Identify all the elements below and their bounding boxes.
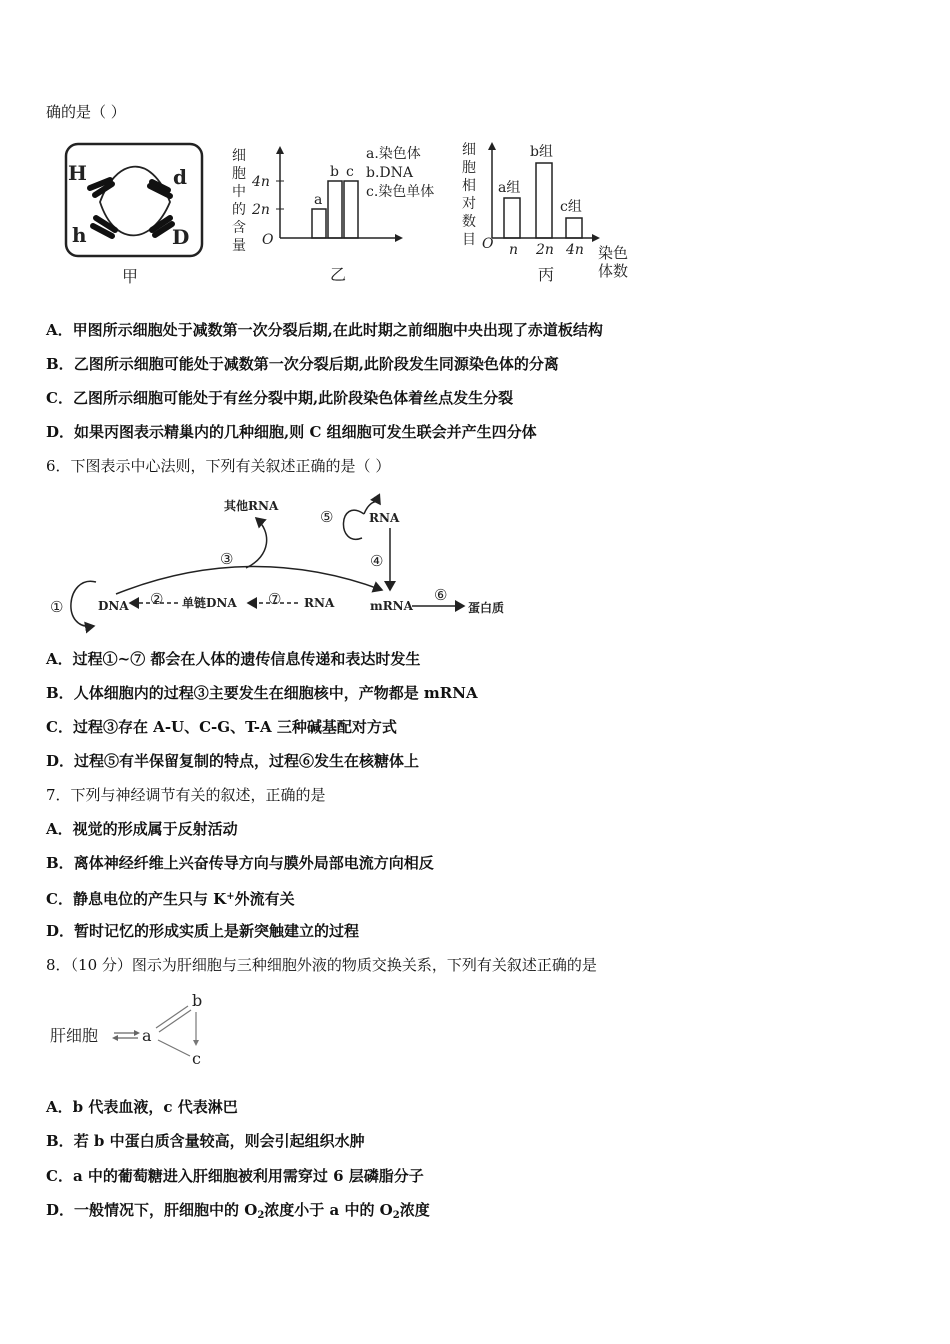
num-4: ④ (370, 552, 384, 570)
bing-xtick-2n: 2n (536, 242, 554, 258)
bing-bar-b (536, 163, 552, 238)
num-6: ⑥ (434, 586, 448, 604)
bing-xlabel-2: 体数 (598, 262, 629, 280)
yi-ylabel-char: 中 (232, 184, 246, 200)
bing-bar-a-label: a组 (498, 180, 521, 196)
q6-stem: 6．下图表示中心法则，下列有关叙述正确的是（ ） (46, 457, 391, 475)
bing-bar-b-label: b组 (530, 144, 553, 160)
yi-ylabel-char: 细 (232, 148, 246, 164)
q6-option-c[interactable]: C．过程③存在 A-U、C-G、T-A 三种碱基配对方式 (46, 718, 397, 736)
label-protein: 蛋白质 (468, 601, 505, 615)
q6-option-b[interactable]: B．人体细胞内的过程③主要发生在细胞核中，产物都是 mRNA (46, 684, 478, 702)
yi-ylabel-char: 胞 (232, 166, 246, 182)
q8-option-c[interactable]: C．a 中的葡萄糖进入肝细胞被利用需穿过 6 层磷脂分子 (46, 1167, 424, 1185)
label-h: h (72, 223, 87, 247)
bing-bar-a (504, 198, 520, 238)
yi-tick-4n: 4n (252, 174, 270, 190)
q5-option-d[interactable]: D．如果丙图表示精巢内的几种细胞,则 C 组细胞可发生联会并产生四分体 (46, 423, 537, 441)
caption-jia: 甲 (122, 267, 139, 286)
caption-bing: 丙 (538, 265, 555, 284)
bing-ylabel-char: 数 (462, 214, 476, 230)
num-1: ① (50, 598, 64, 616)
yi-bar-c-label: c (346, 164, 354, 180)
yi-bar-b-label: b (330, 164, 339, 180)
label-ssdna: 单链DNA (182, 596, 237, 610)
q7-option-a[interactable]: A．视觉的形成属于反射活动 (46, 820, 238, 838)
num-5: ⑤ (320, 508, 334, 526)
bing-xtick-4n: 4n (566, 242, 584, 258)
yi-bar-c (344, 181, 358, 238)
yi-origin: O (262, 232, 274, 248)
num-7: ⑦ (268, 590, 282, 608)
q5-option-c[interactable]: C．乙图所示细胞可能处于有丝分裂中期,此阶段染色体着丝点发生分裂 (46, 389, 514, 407)
bing-ylabel-char: 细 (462, 142, 476, 158)
caption-yi: 乙 (330, 265, 347, 284)
label-other-rna: 其他RNA (224, 499, 279, 513)
yi-bar-b (328, 181, 342, 238)
q7-option-c[interactable]: C．静息电位的产生只与 K+外流有关 (46, 890, 295, 908)
label-b: b (192, 991, 203, 1010)
label-d: d (173, 165, 187, 189)
yi-ylabel (232, 148, 246, 254)
q8-option-b[interactable]: B．若 b 中蛋白质含量较高，则会引起组织水肿 (46, 1132, 365, 1150)
label-D: D (172, 225, 190, 249)
bing-xtick-n: n (509, 242, 519, 258)
yi-legend-b: b.DNA (366, 165, 413, 181)
figure-yi (226, 140, 466, 290)
label-a: a (142, 1026, 152, 1045)
liver-exchange-diagram (46, 986, 226, 1070)
q7-option-b[interactable]: B．离体神经纤维上兴奋传导方向与膜外局部电流方向相反 (46, 854, 434, 872)
bing-bar-c (566, 218, 582, 238)
bing-xlabel-1: 染色 (598, 244, 629, 262)
label-mrna: mRNA (370, 599, 413, 613)
label-dna: DNA (98, 599, 129, 613)
bing-ylabel-char: 目 (462, 232, 476, 248)
q8-option-d[interactable]: D．一般情况下，肝细胞中的 $O_2$浓度小于 a 中的 $O_2$浓度 (46, 1201, 430, 1221)
central-dogma-diagram (46, 486, 526, 636)
label-H: H (68, 161, 87, 185)
yi-legend-a: a.染色体 (366, 146, 421, 162)
q5-option-b[interactable]: B．乙图所示细胞可能处于减数第一次分裂后期,此阶段发生同源染色体的分离 (46, 355, 559, 373)
bing-ylabel-char: 对 (462, 196, 476, 212)
label-liver-cell: 肝细胞 (50, 1026, 99, 1045)
num-3: ③ (220, 550, 234, 568)
q6-option-d[interactable]: D．过程⑤有半保留复制的特点，过程⑥发生在核糖体上 (46, 752, 420, 770)
bing-origin: O (482, 236, 494, 252)
num-2: ② (150, 590, 164, 608)
label-rna-top: RNA (369, 511, 400, 525)
q8-option-a[interactable]: A．b 代表血液，c 代表淋巴 (46, 1098, 238, 1116)
yi-ylabel-char: 的 (232, 202, 246, 218)
bing-bar-c-label: c组 (560, 199, 582, 215)
bing-ylabel-char: 相 (462, 178, 476, 194)
q8-stem: 8．（10 分）图示为肝细胞与三种细胞外液的物质交换关系，下列有关叙述正确的是 (46, 956, 597, 974)
figure-bing (458, 134, 658, 286)
yi-legend-c: c.染色单体 (366, 184, 435, 200)
yi-ylabel-char: 量 (232, 238, 246, 254)
label-c: c (192, 1049, 201, 1068)
q7-stem: 7．下列与神经调节有关的叙述，正确的是 (46, 786, 326, 804)
label-rna-mid: RNA (304, 596, 335, 610)
yi-bar-a-label: a (314, 192, 323, 208)
bing-ylabel (462, 142, 476, 248)
q7-option-d[interactable]: D．暂时记忆的形成实质上是新突触建立的过程 (46, 922, 360, 940)
yi-ylabel-char: 含 (232, 220, 246, 236)
q6-option-a[interactable]: A．过程①~⑦ 都会在人体的遗传信息传递和表达时发生 (46, 650, 421, 668)
bing-ylabel-char: 胞 (462, 160, 476, 176)
figure-jia (60, 140, 210, 290)
q5-stem-tail: 确的是（ ） (46, 103, 126, 121)
q5-option-a[interactable]: A．甲图所示细胞处于减数第一次分裂后期,在此时期之前细胞中央出现了赤道板结构 (46, 321, 603, 339)
yi-tick-2n: 2n (252, 202, 270, 218)
yi-bar-a (312, 209, 326, 238)
